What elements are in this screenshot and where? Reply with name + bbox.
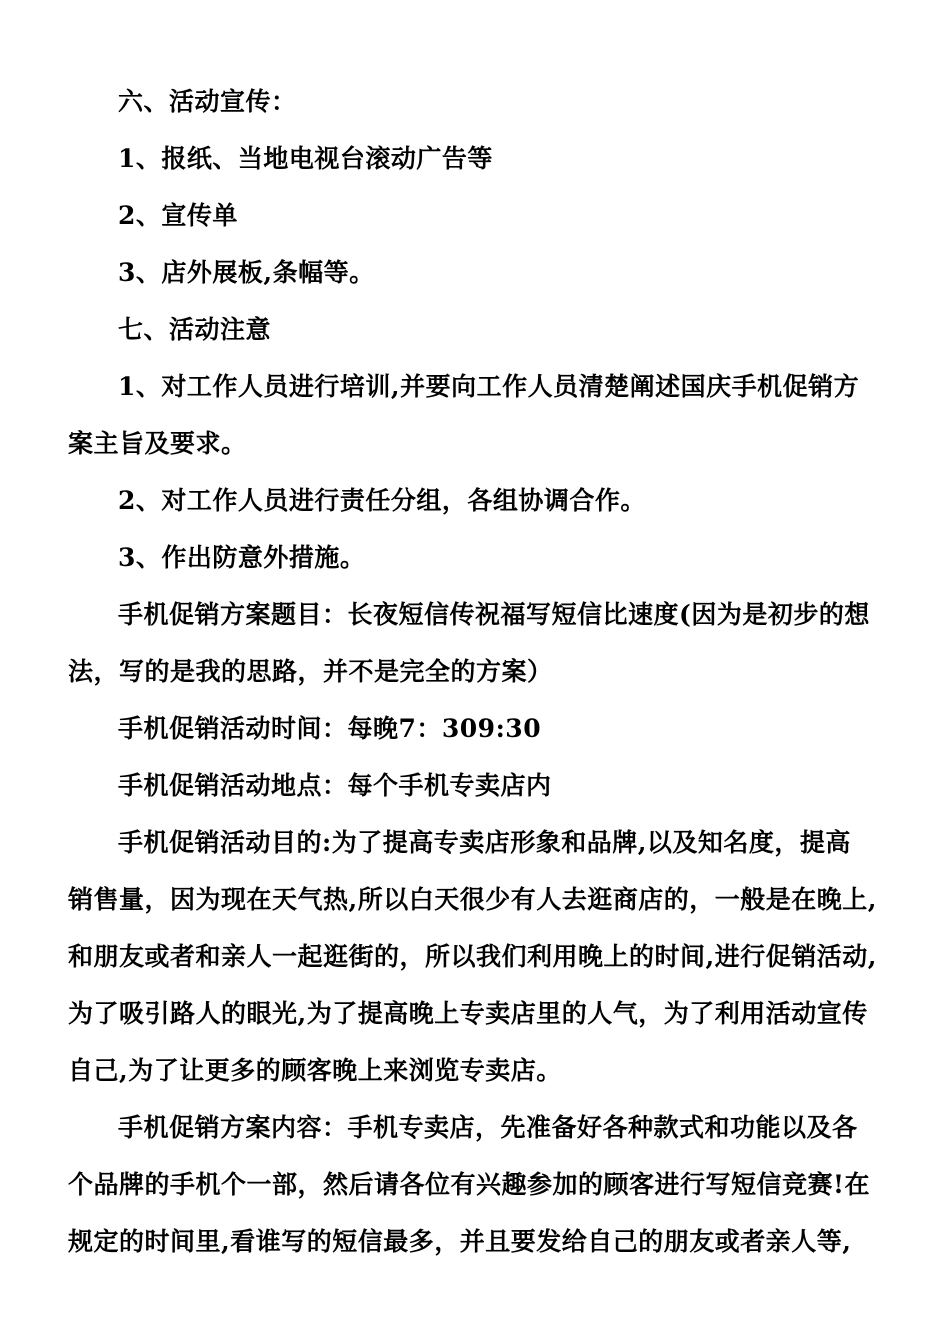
paragraph-line: 手机促销方案内容：手机专卖店，先准备好各种款式和功能以及各 — [118, 1113, 858, 1142]
paragraph-line: 手机促销活动时间：每晚7：309:30 — [118, 714, 542, 743]
paragraph-line: 案主旨及要求。 — [68, 429, 247, 458]
paragraph-line: 销售量，因为现在天气热,所以白天很少有人去逛商店的，一般是在晚上, — [68, 885, 877, 914]
list-item: 2、对工作人员进行责任分组，各组协调合作。 — [118, 486, 646, 515]
paragraph-line: 和朋友或者和亲人一起逛街的，所以我们利用晚上的时间,进行促销活动, — [68, 942, 877, 971]
paragraph-line: 自己,为了让更多的顾客晚上来浏览专卖店。 — [68, 1056, 562, 1085]
paragraph-line: 规定的时间里,看谁写的短信最多，并且要发给自己的朋友或者亲人等, — [68, 1227, 852, 1256]
paragraph-line: 法，写的是我的思路，并不是完全的方案） — [68, 657, 553, 686]
section-heading-notes: 七、活动注意 — [118, 315, 272, 344]
list-item: 3、作出防意外措施。 — [118, 543, 366, 572]
list-item: 2、宣传单 — [118, 201, 238, 230]
paragraph-line: 为了吸引路人的眼光,为了提高晚上专卖店里的人气，为了利用活动宣传 — [68, 999, 868, 1028]
list-item: 3、店外展板,条幅等。 — [118, 258, 375, 287]
paragraph-line: 1、对工作人员进行培训,并要向工作人员清楚阐述国庆手机促销方 — [118, 372, 860, 401]
list-item: 1、报纸、当地电视台滚动广告等 — [118, 144, 493, 173]
section-heading-promotion: 六、活动宣传： — [118, 87, 297, 116]
paragraph-line: 手机促销活动目的:为了提高专卖店形象和品牌,以及知名度，提高 — [118, 828, 851, 857]
paragraph-line: 手机促销方案题目：长夜短信传祝福写短信比速度(因为是初步的想 — [118, 600, 870, 629]
paragraph-line: 手机促销活动地点：每个手机专卖店内 — [118, 771, 552, 800]
paragraph-line: 个品牌的手机个一部，然后请各位有兴趣参加的顾客进行写短信竞赛!在 — [68, 1170, 870, 1199]
